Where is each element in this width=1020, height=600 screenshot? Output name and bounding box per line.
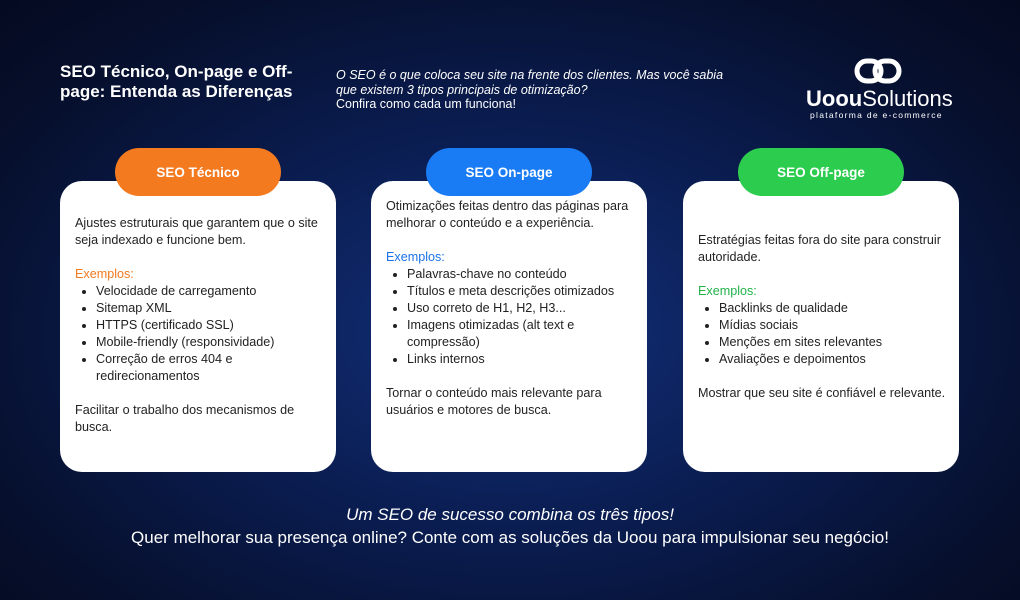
list-item: • Mobile-friendly (responsividade) bbox=[96, 334, 325, 351]
card-intro: Ajustes estruturais que garantem que o site seja indexado e funcione bem. bbox=[75, 216, 318, 247]
pill-seo-tecnico: SEO Técnico bbox=[115, 148, 281, 196]
footer-cta: Quer melhorar sua presença online? Conte com as soluções da Uoou para impulsionar seu negócio! bbox=[131, 528, 889, 547]
pill-seo-off-page: SEO Off-page bbox=[738, 148, 904, 196]
page-title: SEO Técnico, On-page e Off-page: Entenda as Diferenças bbox=[60, 62, 293, 101]
card-seo-off-page bbox=[683, 181, 959, 472]
list-item: • Velocidade de carregamento bbox=[96, 283, 325, 300]
list-item: • Palavras-chave no conteúdo bbox=[407, 266, 636, 283]
card-seo-tecnico bbox=[60, 181, 336, 472]
list-item: • Menções em sites relevantes bbox=[719, 334, 948, 351]
examples-list bbox=[386, 266, 636, 368]
logo-wordmark bbox=[806, 86, 953, 112]
card-intro: Otimizações feitas dentro das páginas para melhorar o conteúdo e a experiência. bbox=[386, 199, 629, 230]
list-item: • Links internos bbox=[407, 351, 636, 368]
brand-logo bbox=[806, 58, 966, 122]
examples-list bbox=[75, 283, 325, 385]
footer-tagline: Um SEO de sucesso combina os três tipos! bbox=[346, 505, 674, 524]
list-item: • Avaliações e depoimentos bbox=[719, 351, 948, 368]
list-item: • HTTPS (certificado SSL) bbox=[96, 317, 325, 334]
list-item: • Correção de erros 404 e redirecionamentos bbox=[96, 351, 325, 385]
examples-label: Exemplos: bbox=[386, 250, 445, 264]
logo-tagline: plataforma de e-commerce bbox=[810, 110, 943, 120]
chain-link-icon bbox=[854, 58, 902, 84]
examples-label: Exemplos: bbox=[75, 267, 134, 281]
list-item: • Backlinks de qualidade bbox=[719, 300, 948, 317]
examples-label: Exemplos: bbox=[698, 284, 757, 298]
pill-seo-on-page: SEO On-page bbox=[426, 148, 592, 196]
intro-plain: Confira como cada um funciona! bbox=[336, 97, 516, 111]
card-intro: Estratégias feitas fora do site para construir autoridade. bbox=[698, 233, 941, 264]
logo-name-bold: Uoou bbox=[806, 86, 863, 111]
card-seo-on-page bbox=[371, 181, 647, 472]
list-item: • Mídias sociais bbox=[719, 317, 948, 334]
intro-text bbox=[336, 68, 736, 112]
list-item: • Títulos e meta descrições otimizados bbox=[407, 283, 636, 300]
card-closing: Mostrar que seu site é confiável e relevante. bbox=[698, 386, 946, 400]
list-item: • Imagens otimizadas (alt text e compressão) bbox=[407, 317, 636, 351]
examples-list bbox=[698, 300, 948, 368]
logo-name-light: Solutions bbox=[862, 86, 953, 111]
list-item: • Sitemap XML bbox=[96, 300, 325, 317]
list-item: • Uso correto de H1, H2, H3... bbox=[407, 300, 636, 317]
card-closing: Tornar o conteúdo mais relevante para usuários e motores de busca. bbox=[386, 386, 602, 417]
intro-italic: O SEO é o que coloca seu site na frente dos clientes. Mas você sabia que existem 3 tipos principais de otimização? bbox=[336, 68, 724, 97]
card-closing: Facilitar o trabalho dos mecanismos de busca. bbox=[75, 403, 295, 434]
